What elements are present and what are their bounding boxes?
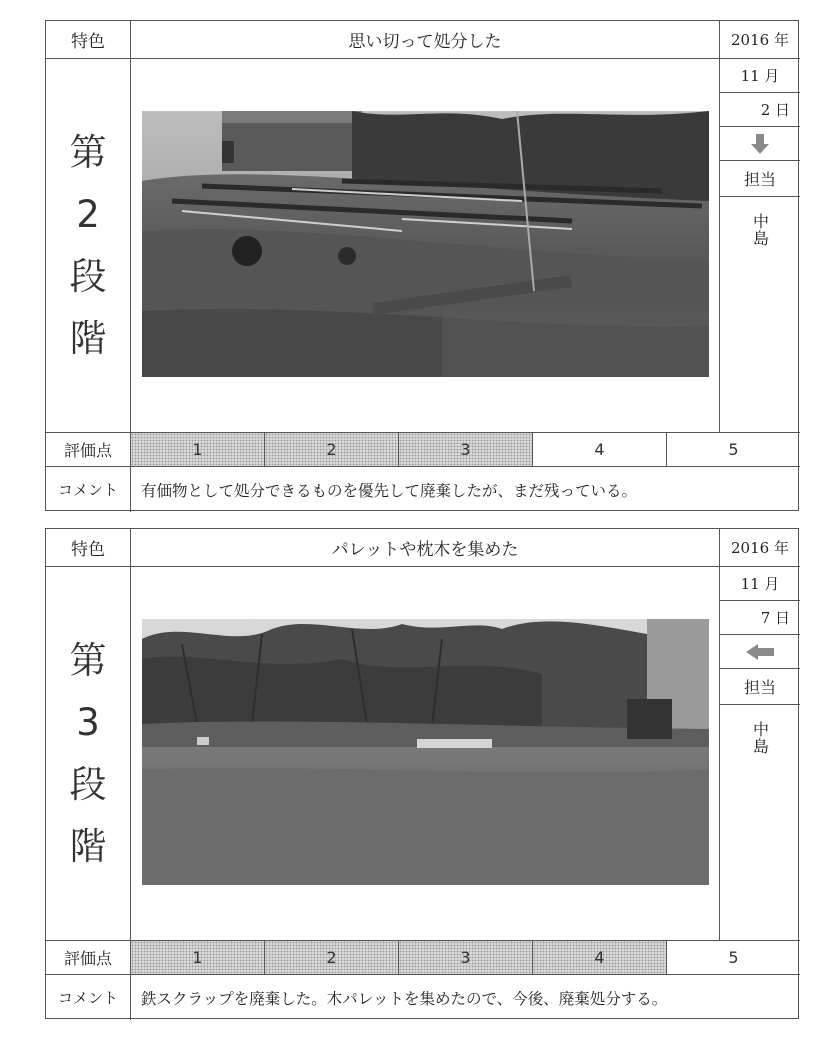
stage-char: 階 (69, 824, 107, 868)
stage-char: 第 (69, 130, 107, 174)
person-label: 担当 (720, 669, 800, 705)
comment-label: コメント (46, 466, 131, 512)
rating-cell-2: 2 (265, 432, 399, 466)
stage-char: 段 (69, 762, 107, 806)
sheet-title: 思い切って処分した (131, 21, 720, 59)
person-name-cell (720, 705, 800, 940)
left-arrow-shape (746, 644, 774, 660)
evaluation-sheet-stage-3 (45, 528, 799, 1019)
rating-label: 評価点 (46, 432, 131, 466)
sheet-title: パレットや枕木を集めた (131, 529, 720, 567)
comment-label: コメント (46, 974, 131, 1020)
month: 11 月 (720, 567, 800, 601)
person-label: 担当 (720, 161, 800, 197)
rating-cell-5: 5 (667, 940, 800, 974)
down-arrow-icon (720, 127, 800, 161)
stage-char: 階 (69, 316, 107, 360)
rating-cell-4: 4 (533, 940, 667, 974)
rating-cell-5: 5 (667, 432, 800, 466)
rating-cell-3: 3 (399, 940, 533, 974)
photo-cleared-lot-with-trees (142, 619, 709, 885)
feature-label: 特色 (46, 21, 131, 59)
year: 2016 年 (720, 21, 800, 59)
person-name-cell (720, 197, 800, 432)
stage-number: 3 (76, 700, 100, 744)
rating-label: 評価点 (46, 940, 131, 974)
stage-label (46, 567, 131, 940)
stage-number: 2 (76, 192, 100, 236)
left-arrow-icon (720, 635, 800, 669)
stage-label (46, 59, 131, 432)
rating-cell-2: 2 (265, 940, 399, 974)
rating-cell-4: 4 (533, 432, 667, 466)
day: 7 日 (720, 601, 800, 635)
month: 11 月 (720, 59, 800, 93)
photo-area (131, 567, 720, 940)
rating-cell-1: 1 (131, 940, 265, 974)
photo-trailers-in-grass (142, 111, 709, 377)
person-name: 中島 (750, 213, 770, 247)
year: 2016 年 (720, 529, 800, 567)
down-arrow-shape (751, 134, 769, 154)
stage-char: 第 (69, 638, 107, 682)
comment-text: 鉄スクラップを廃棄した。木パレットを集めたので、今後、廃棄処分する。 (131, 974, 800, 1020)
evaluation-sheet-stage-2 (45, 20, 799, 511)
day: 2 日 (720, 93, 800, 127)
feature-label: 特色 (46, 529, 131, 567)
rating-cell-3: 3 (399, 432, 533, 466)
person-name: 中島 (750, 721, 770, 755)
rating-cell-1: 1 (131, 432, 265, 466)
comment-text: 有価物として処分できるものを優先して廃棄したが、まだ残っている。 (131, 466, 800, 512)
photo-area (131, 59, 720, 432)
stage-char: 段 (69, 254, 107, 298)
